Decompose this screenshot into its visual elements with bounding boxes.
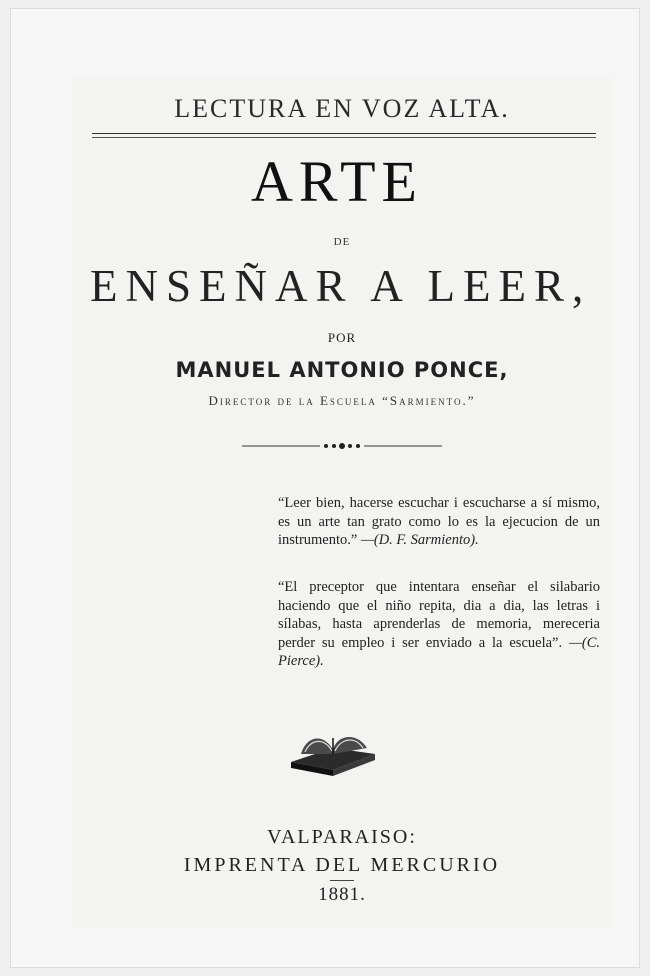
title-page bbox=[72, 78, 612, 928]
series-title: LECTURA EN VOZ ALTA. bbox=[174, 94, 510, 123]
epigraph-text: “El preceptor que intentara enseñar el silabario haciendo que el niño repita, dia a dia, las letras i sílabas, hasta aprenderlas de memoria, mereceria perder su empleo i ser enviado a la escuela”. bbox=[278, 579, 600, 651]
epigraph-sarmiento bbox=[278, 494, 600, 550]
epigraph-attribution: —(C. Pierce). bbox=[278, 634, 601, 669]
imprint-press: IMPRENTA DEL MERCURIO bbox=[183, 854, 501, 876]
byline-label: POR bbox=[327, 330, 357, 345]
imprint-rule bbox=[330, 880, 354, 881]
dot-ornament-icon bbox=[242, 440, 442, 452]
photograph-frame bbox=[10, 8, 640, 968]
author-role: Director de la Escuela “Sarmiento.” bbox=[208, 393, 476, 408]
epigraph-pierce bbox=[278, 578, 600, 671]
epigraph-text: “Leer bien, hacerse escuchar i escucharse a sí mismo, es un arte tan grato como lo es la ejecucion de un instrumento.” bbox=[278, 495, 600, 548]
imprint-year: 1881. bbox=[318, 884, 366, 905]
book-title-connector: DE bbox=[333, 236, 351, 248]
book-title-main: ARTE bbox=[251, 149, 423, 214]
book-title-sub: ENSEÑAR A LEER, bbox=[90, 261, 592, 311]
open-book-icon bbox=[287, 724, 379, 778]
imprint-city: VALPARAISO: bbox=[267, 826, 417, 848]
author-name: MANUEL ANTONIO PONCE, bbox=[175, 358, 509, 382]
epigraph-attribution: —(D. F. Sarmiento). bbox=[360, 532, 479, 548]
double-rule-divider bbox=[92, 133, 596, 138]
